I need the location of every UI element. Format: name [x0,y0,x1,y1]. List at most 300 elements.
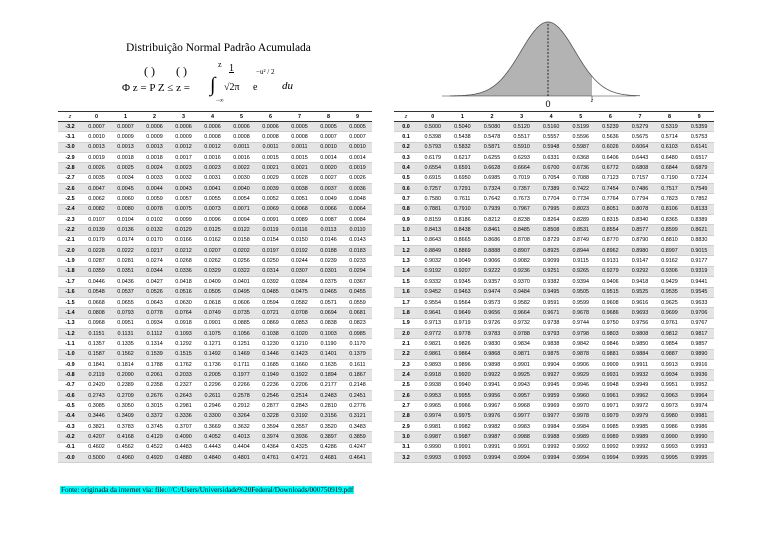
probability-cell: 0.1038 [256,328,285,338]
probability-cell: 0.0122 [227,225,256,235]
probability-cell: 0.0099 [169,215,198,225]
probability-cell: 0.9983 [507,421,537,431]
probability-cell: 0.0043 [169,184,198,194]
probability-cell: 0.9992 [566,442,596,452]
z-value-cell: -0.6 [58,390,82,400]
z-value-cell: -0.5 [58,401,82,411]
z-value-cell: 3.2 [394,453,418,463]
probability-cell: 0.9788 [507,328,537,338]
probability-cell: 0.2546 [256,390,285,400]
probability-cell: 0.6064 [625,142,655,152]
probability-cell: 0.9987 [418,432,448,442]
probability-cell: 0.1949 [256,370,285,380]
z-value-cell: 3.1 [394,442,418,452]
shaded-area [450,22,592,96]
probability-cell: 0.9582 [507,297,537,307]
table-row [58,163,372,173]
probability-cell: 0.4681 [314,453,343,463]
probability-cell: 0.0197 [256,246,285,256]
probability-cell: 0.9904 [536,359,566,369]
probability-cell: 0.9922 [477,370,507,380]
probability-cell: 0.1003 [314,328,343,338]
probability-cell: 0.0016 [198,153,227,163]
probability-cell: 0.0951 [111,318,140,328]
table-row [58,349,372,359]
probability-cell: 0.0885 [227,318,256,328]
z-value-cell: 2.1 [394,339,418,349]
probability-cell: 0.9015 [684,246,714,256]
probability-cell: 0.2327 [169,380,198,390]
probability-cell: 0.3483 [343,421,372,431]
z-table-negative [58,111,372,463]
probability-cell: 0.4483 [169,442,198,452]
probability-cell: 0.8849 [418,246,448,256]
table-row [394,153,714,163]
probability-cell: 0.0154 [256,235,285,245]
probability-cell: 0.0217 [140,246,169,256]
probability-cell: 0.6406 [596,153,626,163]
probability-cell: 0.0262 [198,256,227,266]
table-row [58,308,372,318]
probability-cell: 0.2912 [227,401,256,411]
probability-cell: 0.0436 [111,277,140,287]
zero-label: 0 [545,99,551,109]
probability-cell: 0.0301 [314,266,343,276]
probability-cell: 0.1357 [82,339,111,349]
probability-cell: 0.8869 [448,246,478,256]
table-row [58,215,372,225]
probability-cell: 0.2033 [169,370,198,380]
column-header-digit: 3 [507,112,537,122]
probability-cell: 0.9994 [507,453,537,463]
table-row [394,215,714,225]
probability-cell: 0.0005 [343,122,372,132]
probability-cell: 0.8238 [507,215,537,225]
z-value-cell: -2.9 [58,153,82,163]
probability-cell: 0.0571 [314,297,343,307]
table-row [394,235,714,245]
column-header-digit: 1 [111,112,140,122]
probability-cell: 0.7324 [477,184,507,194]
probability-cell: 0.9909 [596,359,626,369]
table-row [58,225,372,235]
probability-cell: 0.0244 [285,256,314,266]
probability-cell: 0.9964 [684,390,714,400]
probability-cell: 0.4090 [169,432,198,442]
probability-cell: 0.9995 [684,453,714,463]
probability-cell: 0.9992 [625,442,655,452]
probability-cell: 0.0051 [285,194,314,204]
z-value-cell: 2.2 [394,349,418,359]
probability-cell: 0.9854 [655,339,685,349]
probability-cell: 0.8686 [477,235,507,245]
probability-cell: 0.9938 [418,380,448,390]
column-header-digit: 7 [285,112,314,122]
page-title: Distribuição Normal Padrão Acumulada [126,42,311,54]
probability-cell: 0.9911 [625,359,655,369]
column-header-digit: 3 [169,112,198,122]
probability-cell: 0.9750 [596,318,626,328]
table-row [394,225,714,235]
probability-cell: 0.9993 [684,442,714,452]
probability-cell: 0.9783 [477,328,507,338]
probability-cell: 0.5000 [418,122,448,132]
probability-cell: 0.0162 [198,235,227,245]
probability-cell: 0.9993 [655,442,685,452]
probability-cell: 0.0934 [140,318,169,328]
table-row [394,370,714,380]
probability-cell: 0.9981 [418,421,448,431]
probability-cell: 0.9778 [448,328,478,338]
probability-cell: 0.0060 [111,194,140,204]
probability-cell: 0.0375 [314,277,343,287]
probability-cell: 0.4364 [256,442,285,452]
probability-cell: 0.9932 [625,370,655,380]
probability-cell: 0.3156 [314,411,343,421]
probability-cell: 0.9973 [655,401,685,411]
probability-cell: 0.0047 [82,184,111,194]
probability-cell: 0.8413 [418,225,448,235]
probability-cell: 0.9726 [477,318,507,328]
probability-cell: 0.9898 [477,359,507,369]
cdf-formula [112,60,322,112]
probability-cell: 0.9992 [536,442,566,452]
probability-cell: 0.0113 [314,225,343,235]
probability-cell: 0.2451 [343,390,372,400]
table-row [58,132,372,142]
z-value-cell: 2.9 [394,421,418,431]
formula-exponent: −u² / 2 [256,68,275,76]
table-row [58,246,372,256]
z-value-cell: 1.3 [394,256,418,266]
table-row [394,359,714,369]
probability-cell: 0.0018 [111,153,140,163]
probability-cell: 0.8133 [684,204,714,214]
probability-cell: 0.0009 [140,132,169,142]
probability-cell: 0.5948 [536,142,566,152]
probability-cell: 0.9991 [477,442,507,452]
probability-cell: 0.1401 [314,349,343,359]
probability-cell: 0.8907 [507,246,537,256]
probability-cell: 0.9564 [448,297,478,307]
probability-cell: 0.0011 [227,142,256,152]
probability-cell: 0.1271 [198,339,227,349]
probability-cell: 0.7054 [536,173,566,183]
probability-cell: 0.0985 [343,328,372,338]
probability-cell: 0.0017 [169,153,198,163]
probability-cell: 0.0009 [111,132,140,142]
probability-cell: 0.9946 [566,380,596,390]
probability-cell: 0.9962 [625,390,655,400]
formula-one: 1 [229,63,234,74]
column-header-digit: 9 [684,112,714,122]
probability-cell: 0.9949 [625,380,655,390]
probability-cell: 0.9969 [536,401,566,411]
probability-cell: 0.1685 [256,359,285,369]
probability-cell: 0.0009 [169,132,198,142]
probability-cell: 0.2946 [198,401,227,411]
probability-cell: 0.1190 [314,339,343,349]
z-value-cell: -0.9 [58,359,82,369]
probability-cell: 0.9641 [418,308,448,318]
probability-cell: 0.9678 [566,308,596,318]
column-header-digit: 2 [477,112,507,122]
z-value-cell: -0.3 [58,421,82,431]
probability-cell: 0.9994 [566,453,596,463]
probability-cell: 0.9941 [477,380,507,390]
table-row [394,142,714,152]
probability-cell: 0.9515 [596,287,626,297]
probability-cell: 0.9177 [684,256,714,266]
probability-cell: 0.0096 [198,215,227,225]
probability-cell: 0.1660 [285,359,314,369]
probability-cell: 0.9925 [507,370,537,380]
probability-cell: 0.0582 [285,297,314,307]
probability-cell: 0.0029 [256,173,285,183]
table-row [394,277,714,287]
z-value-cell: 0.0 [394,122,418,132]
table-row [58,235,372,245]
probability-cell: 0.0968 [82,318,111,328]
probability-cell: 0.0721 [256,308,285,318]
table-row [394,442,714,452]
table-row [394,328,714,338]
table-row [58,184,372,194]
probability-cell: 0.0174 [111,235,140,245]
z-value-cell: -0.0 [58,453,82,463]
probability-cell: 0.9706 [684,308,714,318]
probability-cell: 0.9812 [655,328,685,338]
probability-cell: 0.5753 [684,132,714,142]
probability-cell: 0.6331 [536,153,566,163]
probability-cell: 0.9808 [625,328,655,338]
probability-cell: 0.0594 [256,297,285,307]
probability-cell: 0.9920 [448,370,478,380]
probability-cell: 0.0418 [169,277,198,287]
probability-cell: 0.0019 [82,153,111,163]
probability-cell: 0.4641 [343,453,372,463]
formula-lower-limit: −∞ [216,98,224,104]
probability-cell: 0.9987 [477,432,507,442]
probability-cell: 0.9913 [655,359,685,369]
table-row [394,432,714,442]
probability-cell: 0.3336 [169,411,198,421]
z-value-cell: -1.1 [58,339,82,349]
probability-cell: 0.9115 [566,256,596,266]
probability-cell: 0.1020 [285,328,314,338]
probability-cell: 0.1469 [227,349,256,359]
probability-cell: 0.6443 [625,153,655,163]
probability-cell: 0.9599 [566,297,596,307]
probability-cell: 0.0655 [111,297,140,307]
probability-cell: 0.9974 [418,411,448,421]
probability-cell: 0.9616 [625,297,655,307]
probability-cell: 0.0007 [111,122,140,132]
table-row [394,194,714,204]
z-value-cell: 0.7 [394,194,418,204]
probability-cell: 0.5517 [507,132,537,142]
probability-cell: 0.0559 [343,297,372,307]
z-value-cell: 1.2 [394,246,418,256]
probability-cell: 0.5040 [448,122,478,132]
probability-cell: 0.9793 [536,328,566,338]
probability-cell: 0.1711 [227,359,256,369]
column-header-digit: 6 [256,112,285,122]
probability-cell: 0.9878 [566,349,596,359]
z-value-cell: 0.6 [394,184,418,194]
probability-cell: 0.7019 [507,173,537,183]
table-row [394,411,714,421]
probability-cell: 0.6950 [448,173,478,183]
probability-cell: 0.9732 [507,318,537,328]
z-value-cell: -0.4 [58,411,82,421]
probability-cell: 0.0708 [285,308,314,318]
probability-cell: 0.0010 [82,132,111,142]
probability-cell: 0.0034 [111,173,140,183]
probability-cell: 0.0030 [227,173,256,183]
probability-cell: 0.0008 [285,132,314,142]
probability-cell: 0.9989 [596,432,626,442]
probability-cell: 0.8708 [507,235,537,245]
probability-cell: 0.5120 [507,122,537,132]
probability-cell: 0.9838 [536,339,566,349]
probability-cell: 0.9463 [448,287,478,297]
probability-cell: 0.9664 [507,308,537,318]
probability-cell: 0.0022 [227,163,256,173]
probability-cell: 0.4761 [256,453,285,463]
probability-cell: 0.7611 [448,194,478,204]
probability-cell: 0.0035 [82,173,111,183]
probability-cell: 0.4404 [227,442,256,452]
z-value-cell: -3.0 [58,142,82,152]
probability-cell: 0.0367 [343,277,372,287]
probability-cell: 0.0274 [140,256,169,266]
probability-cell: 0.0630 [169,297,198,307]
probability-cell: 0.1446 [256,349,285,359]
probability-cell: 0.1515 [169,349,198,359]
probability-cell: 0.0764 [169,308,198,318]
probability-cell: 0.0188 [314,246,343,256]
probability-cell: 0.8264 [536,215,566,225]
probability-cell: 0.9985 [625,421,655,431]
probability-cell: 0.9984 [566,421,596,431]
probability-cell: 0.8599 [655,225,685,235]
probability-cell: 0.0475 [285,287,314,297]
table-row [394,297,714,307]
probability-cell: 0.0336 [169,266,198,276]
column-header-digit: 7 [625,112,655,122]
probability-cell: 0.3446 [82,411,111,421]
probability-cell: 0.9981 [684,411,714,421]
z-value-cell: -1.4 [58,308,82,318]
probability-cell: 0.4052 [198,432,227,442]
probability-cell: 0.9990 [418,442,448,452]
table-row [58,390,372,400]
probability-cell: 0.0082 [82,204,111,214]
column-header-digit: 4 [198,112,227,122]
probability-cell: 0.0069 [256,204,285,214]
probability-cell: 0.0039 [256,184,285,194]
probability-cell: 0.0735 [227,308,256,318]
probability-cell: 0.2358 [140,380,169,390]
probability-cell: 0.8051 [596,204,626,214]
column-header-digit: 6 [596,112,626,122]
probability-cell: 0.9830 [477,339,507,349]
table-row [394,256,714,266]
probability-cell: 0.1151 [82,328,111,338]
probability-cell: 0.0014 [343,153,372,163]
table-row [58,401,372,411]
formula-upper-limit: z [218,60,222,69]
z-value-cell: -0.2 [58,432,82,442]
probability-cell: 0.8665 [448,235,478,245]
probability-cell: 0.5832 [448,142,478,152]
probability-cell: 0.9066 [477,256,507,266]
probability-cell: 0.3745 [140,421,169,431]
probability-cell: 0.9980 [655,411,685,421]
z-value-cell: 1.6 [394,287,418,297]
probability-cell: 0.2266 [227,380,256,390]
probability-cell: 0.9948 [596,380,626,390]
probability-cell: 0.0094 [227,215,256,225]
probability-cell: 0.9970 [566,401,596,411]
column-header-z: z [394,112,418,122]
probability-cell: 0.9918 [418,370,448,380]
probability-cell: 0.9713 [418,318,448,328]
probability-cell: 0.8997 [655,246,685,256]
probability-cell: 0.0179 [82,235,111,245]
probability-cell: 0.0064 [343,204,372,214]
z-value-cell: -1.6 [58,287,82,297]
probability-cell: 0.0643 [140,297,169,307]
probability-cell: 0.0110 [343,225,372,235]
probability-cell: 0.3409 [111,411,140,421]
probability-cell: 0.0010 [314,142,343,152]
probability-cell: 0.9995 [625,453,655,463]
probability-cell: 0.9719 [448,318,478,328]
probability-cell: 0.0918 [169,318,198,328]
probability-cell: 0.0233 [343,256,372,266]
z-value-cell: -2.2 [58,225,82,235]
probability-cell: 0.0008 [227,132,256,142]
probability-cell: 0.6141 [684,142,714,152]
table-row [58,277,372,287]
probability-cell: 0.8508 [536,225,566,235]
probability-cell: 0.5319 [655,122,685,132]
probability-cell: 0.8289 [566,215,596,225]
probability-cell: 0.0028 [285,173,314,183]
probability-cell: 0.0059 [140,194,169,204]
probability-cell: 0.0021 [256,163,285,173]
probability-cell: 0.0192 [285,246,314,256]
probability-cell: 0.3669 [198,421,227,431]
probability-cell: 0.2483 [314,390,343,400]
probability-cell: 0.9881 [596,349,626,359]
probability-cell: 0.0228 [82,246,111,256]
probability-cell: 0.0015 [256,153,285,163]
probability-cell: 0.4247 [343,442,372,452]
probability-cell: 0.9953 [418,390,448,400]
column-header-digit: 0 [418,112,448,122]
probability-cell: 0.7224 [684,173,714,183]
probability-cell: 0.9979 [625,411,655,421]
probability-cell: 0.5239 [596,122,626,132]
probability-cell: 0.3707 [169,421,198,431]
probability-cell: 0.9971 [596,401,626,411]
probability-cell: 0.6217 [448,153,478,163]
source-citation: Fonte: originada da internet via: file:///C:/Users/Universidade%20Federal/Downloads/000750919.pdf [61,486,354,494]
probability-cell: 0.3974 [256,432,285,442]
